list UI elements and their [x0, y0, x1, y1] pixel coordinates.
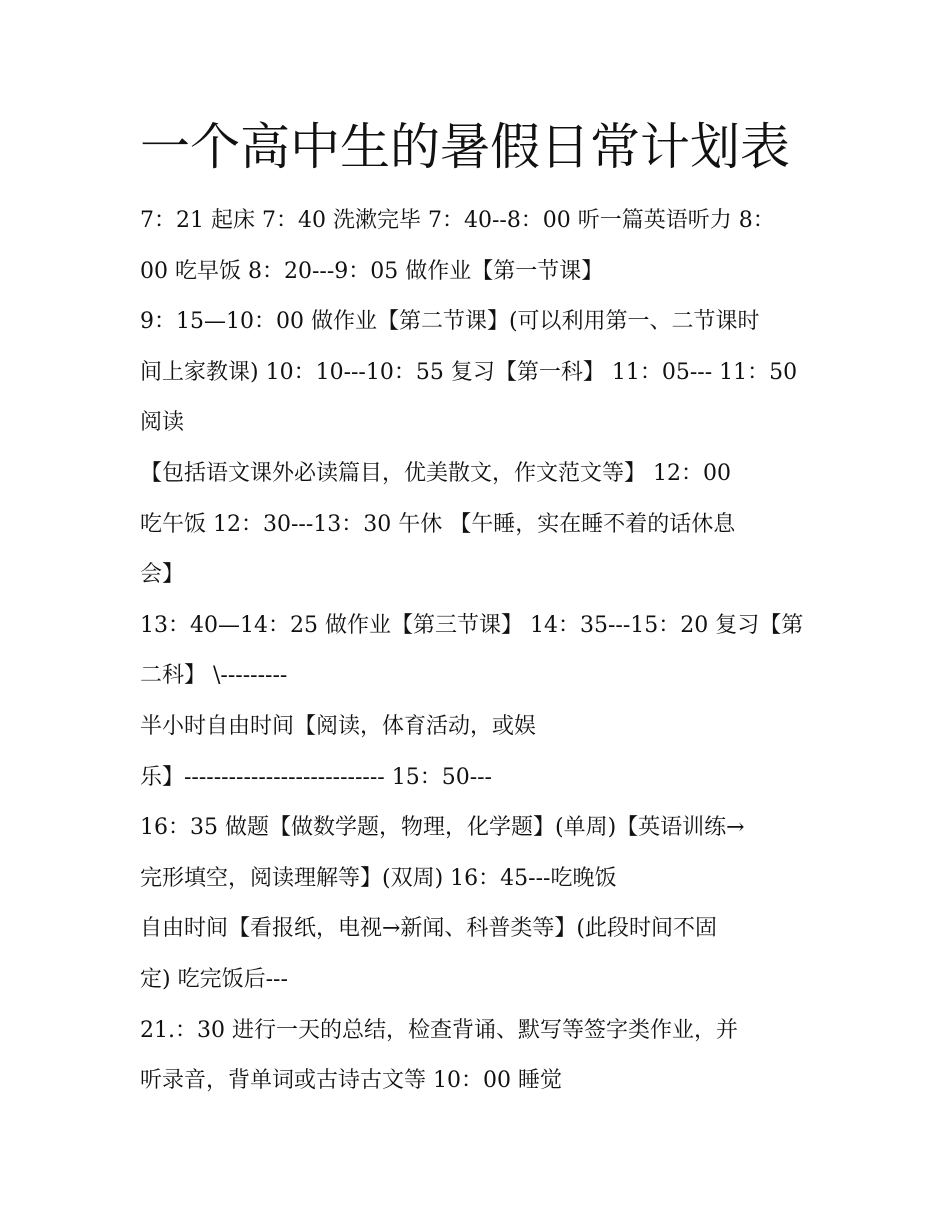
body-line: 【包括语文课外必读篇目，优美散文，作文范文等】 12：00: [140, 460, 731, 486]
body-line: 自由时间【看报纸，电视→新闻、科普类等】(此段时间不固: [140, 916, 718, 942]
body-line: 定) 吃完饭后---: [140, 966, 288, 992]
body-line: 听录音，背单词或古诗古文等 10：00 睡觉: [140, 1068, 562, 1094]
body-line: 16：35 做题【做数学题，物理，化学题】(单周)【英语训练→: [140, 815, 745, 841]
body-line: 00 吃早饭 8：20---9：05 做作业【第一节课】: [140, 258, 604, 284]
body-line: 阅读: [140, 410, 185, 436]
body-line: 21.：30 进行一天的总结，检查背诵、默写等签字类作业，并: [140, 1017, 738, 1043]
body-line: 13：40—14：25 做作业【第三节课】 14：35---15：20 复习【第: [140, 612, 804, 638]
body-line: 完形填空，阅读理解等】(双周) 16：45---吃晚饭: [140, 865, 617, 891]
body-line: 半小时自由时间【阅读，体育活动，或娱: [140, 713, 537, 739]
body-line: 吃午饭 12：30---13：30 午休 【午睡，实在睡不着的话休息: [140, 511, 736, 537]
body-line: 二科】 \---------: [140, 663, 288, 689]
document-title: 一个高中生的暑假日常计划表: [140, 118, 790, 176]
body-line: 会】: [140, 562, 185, 588]
body-line: 乐】--------------------------- 15：50---: [140, 764, 492, 790]
body-line: 间上家教课) 10：10---10：55 复习【第一科】 11：05--- 11：50: [140, 359, 798, 385]
document-body: [140, 196, 820, 1107]
body-line: 9：15—10：00 做作业【第二节课】(可以利用第一、二节课时: [140, 309, 760, 335]
body-line: 7：21 起床 7：40 洗漱完毕 7：40--8：00 听一篇英语听力 8：: [140, 208, 775, 233]
